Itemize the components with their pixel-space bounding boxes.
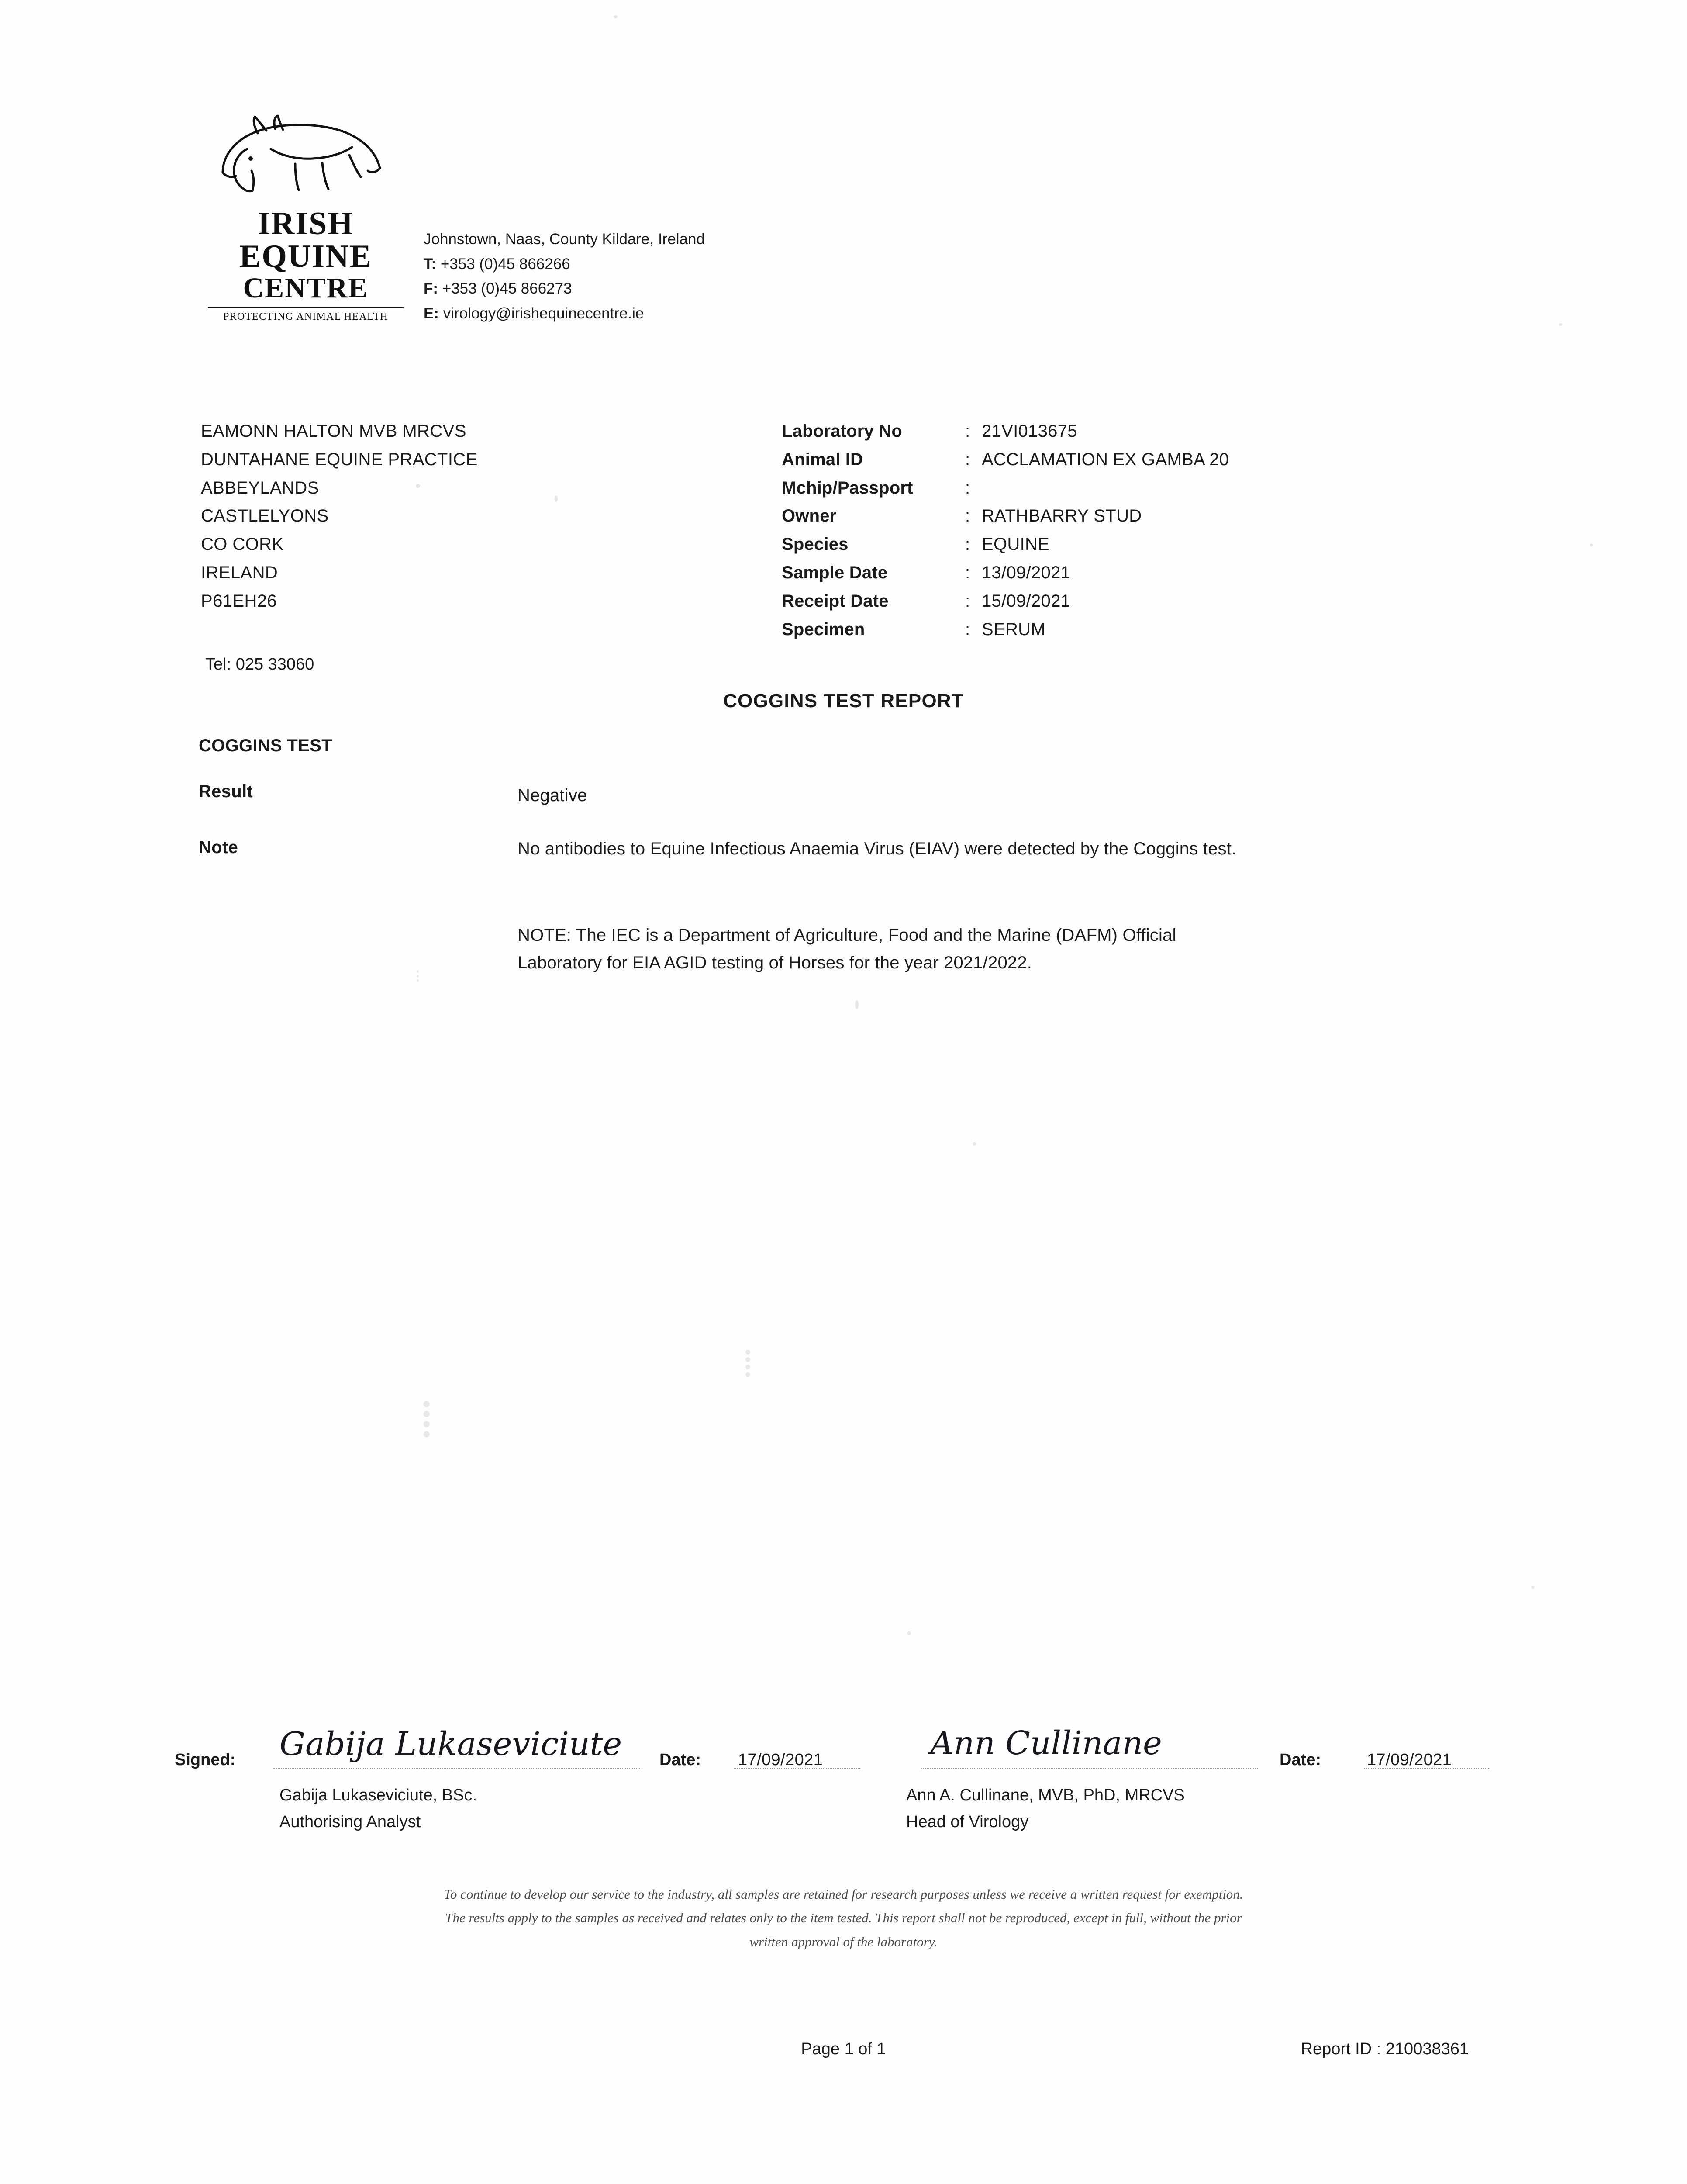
logo-line-3: CENTRE <box>243 272 369 304</box>
addressee-line: EAMONN HALTON MVB MRCVS <box>201 422 466 441</box>
email-prefix: E: <box>424 305 439 322</box>
disclaimer-line-3: written approval of the laboratory. <box>749 1934 938 1949</box>
detail-value: SERUM <box>982 619 1045 639</box>
addressee-line: P61EH26 <box>201 591 277 611</box>
signatory-role-left: Authorising Analyst <box>279 1812 421 1831</box>
detail-value: ACCLAMATION EX GAMBA 20 <box>982 449 1229 469</box>
addressee-line: CO CORK <box>201 535 284 554</box>
signature-line-right <box>921 1768 1258 1769</box>
footer-disclaimer <box>0 1883 1687 1954</box>
fax-prefix: F: <box>424 280 438 297</box>
contact-email <box>424 301 705 326</box>
result-value: Negative <box>517 786 587 805</box>
scan-speck <box>1559 323 1562 326</box>
detail-label: Specimen <box>782 619 865 639</box>
date-value-left: 17/09/2021 <box>738 1751 823 1769</box>
result-label: Result <box>199 782 253 801</box>
signature-line-left <box>273 1768 640 1769</box>
addressee-telephone: Tel: 025 33060 <box>205 655 314 674</box>
signatory-role-right: Head of Virology <box>906 1812 1029 1831</box>
detail-label: Animal ID <box>782 449 863 469</box>
disclaimer-line-2: The results apply to the samples as received and relates only to the item tested. This report shall not be reproduced, except in full, without the prior <box>445 1910 1242 1926</box>
signature-right: Ann Cullinane <box>930 1724 1162 1762</box>
phone-prefix: T: <box>424 255 437 273</box>
date-line-right <box>1363 1768 1489 1769</box>
signatory-left <box>279 1782 477 1835</box>
date-line-left <box>734 1768 860 1769</box>
logo-tagline: PROTECTING ANIMAL HEALTH <box>223 311 388 323</box>
detail-row <box>782 587 1229 615</box>
detail-row <box>782 417 1229 446</box>
detail-colon: : <box>965 506 970 526</box>
detail-row <box>782 446 1229 474</box>
detail-label: Owner <box>782 506 837 526</box>
email-value: virology@irishequinecentre.ie <box>443 305 644 322</box>
detail-colon: : <box>965 563 970 582</box>
signatory-right <box>906 1782 1185 1835</box>
logo-line-1: IRISH <box>258 206 354 242</box>
scan-speck <box>855 1000 859 1009</box>
addressee-line: CASTLELYONS <box>201 506 329 526</box>
scan-smudge: · <box>904 1617 914 1650</box>
logo-wordmark <box>205 207 406 303</box>
logo-line-2: EQUINE <box>239 238 372 275</box>
report-id: Report ID : 210038361 <box>1301 2040 1469 2058</box>
fax-value: +353 (0)45 866273 <box>442 280 572 297</box>
signature-left: Gabija Lukaseviciute <box>279 1725 622 1763</box>
contact-fax <box>424 276 705 301</box>
detail-label: Laboratory No <box>782 422 902 441</box>
detail-value: 21VI013675 <box>982 422 1077 441</box>
detail-value: EQUINE <box>982 535 1050 554</box>
addressee-line: ABBEYLANDS <box>201 478 319 498</box>
detail-value: 13/09/2021 <box>982 563 1071 582</box>
contact-block <box>424 227 705 326</box>
addressee-block <box>201 417 478 615</box>
detail-value: 15/09/2021 <box>982 591 1071 611</box>
scan-smudge: ⁝ <box>415 967 421 987</box>
detail-label: Species <box>782 535 849 554</box>
signed-label: Signed: <box>175 1751 236 1769</box>
detail-row <box>782 502 1229 530</box>
date-value-right: 17/09/2021 <box>1367 1751 1452 1769</box>
note-text: No antibodies to Equine Infectious Anaemia Virus (EIAV) were detected by the Coggins test. <box>517 839 1237 858</box>
note-label: Note <box>199 838 238 857</box>
organisation-logo <box>205 107 406 323</box>
detail-label: Receipt Date <box>782 591 889 611</box>
scan-smudge: · <box>969 1127 980 1161</box>
note-text-secondary: NOTE: The IEC is a Department of Agriculture, Food and the Marine (DAFM) Official Laboratory for EIA AGID testing of Horses for the year 2021/2022. <box>517 926 1176 973</box>
addressee-line: IRELAND <box>201 563 278 582</box>
scan-smudge: · <box>1528 1573 1537 1602</box>
contact-address: Johnstown, Naas, County Kildare, Ireland <box>424 231 705 248</box>
page-title: COGGINS TEST REPORT <box>723 690 964 712</box>
detail-row <box>782 615 1229 644</box>
signatory-name-left: Gabija Lukaseviciute, BSc. <box>279 1786 477 1804</box>
page-number: Page 1 of 1 <box>801 2040 886 2058</box>
detail-colon: : <box>965 535 970 554</box>
scan-speck <box>1590 544 1593 546</box>
detail-colon: : <box>965 422 970 441</box>
scan-smudge: ⁞ <box>742 1342 754 1385</box>
detail-label: Mchip/Passport <box>782 478 913 498</box>
date-label-right: Date: <box>1280 1751 1321 1769</box>
date-label-left: Date: <box>659 1751 701 1769</box>
logo-divider <box>208 307 404 308</box>
detail-value: RATHBARRY STUD <box>982 506 1142 526</box>
detail-row <box>782 474 1229 502</box>
scan-speck <box>555 496 558 502</box>
detail-label: Sample Date <box>782 563 888 582</box>
disclaimer-line-1: To continue to develop our service to the industry, all samples are retained for research purposes unless we receive a written request for exemption. <box>444 1887 1243 1902</box>
scan-smudge: ⁞ <box>419 1390 434 1448</box>
detail-colon: : <box>965 478 970 498</box>
sample-details-table <box>782 417 1229 643</box>
detail-row <box>782 530 1229 559</box>
horse-logo-icon <box>205 107 393 207</box>
detail-colon: : <box>965 591 970 611</box>
detail-row <box>782 559 1229 587</box>
detail-colon: : <box>965 619 970 639</box>
contact-phone <box>424 252 705 277</box>
scan-speck <box>614 15 618 18</box>
addressee-line: DUNTAHANE EQUINE PRACTICE <box>201 449 478 469</box>
phone-value: +353 (0)45 866266 <box>440 255 570 273</box>
section-heading-coggins: COGGINS TEST <box>199 736 332 755</box>
detail-colon: : <box>965 449 970 469</box>
signatory-name-right: Ann A. Cullinane, MVB, PhD, MRCVS <box>906 1786 1185 1804</box>
